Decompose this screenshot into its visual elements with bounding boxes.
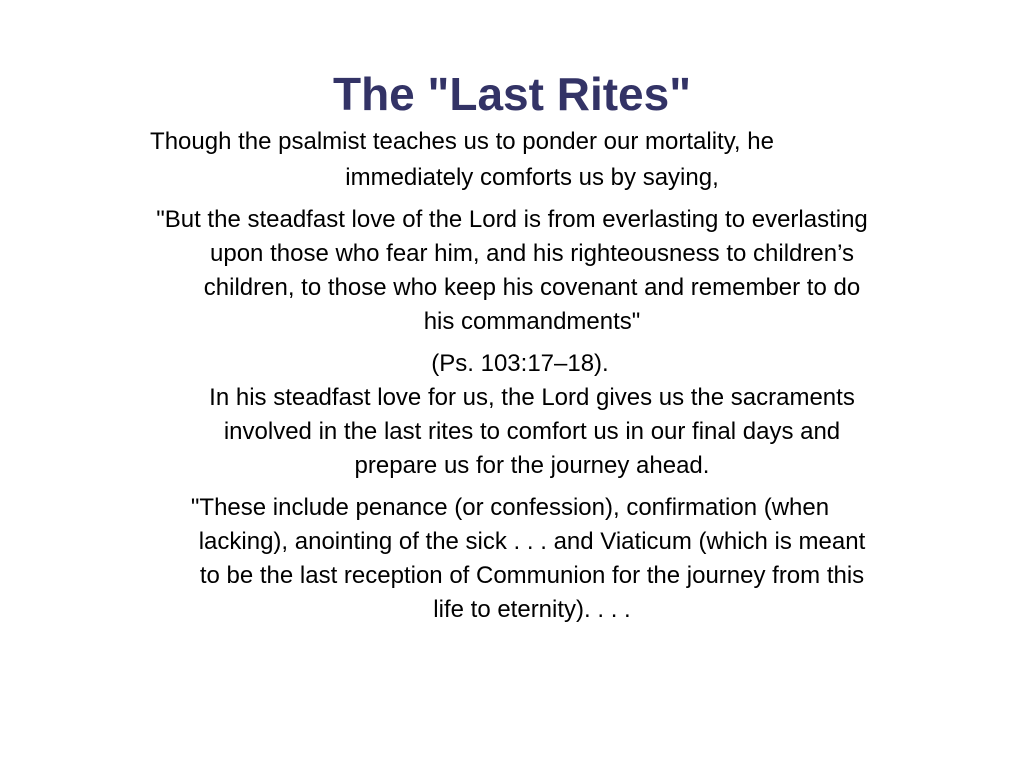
body-line: lacking), anointing of the sick . . . and Viaticum (which is meant <box>198 528 866 555</box>
body-line: (Ps. 103:17–18). <box>431 350 609 377</box>
body-line: prepare us for the journey ahead. <box>354 452 710 479</box>
body-line: "These include penance (or confession), confirmation (when <box>190 494 830 521</box>
body-line: to be the last reception of Communion for the journey from this <box>199 562 865 589</box>
body-line: immediately comforts us by saying, <box>345 164 719 191</box>
body-line: children, to those who keep his covenant and remember to do <box>203 274 861 301</box>
body-line: life to eternity). . . . <box>433 596 631 623</box>
body-line: Though the psalmist teaches us to ponder our mortality, he <box>150 128 774 155</box>
body-line: involved in the last rites to comfort us in our final days and <box>223 418 841 445</box>
body-line: In his steadfast love for us, the Lord gives us the sacraments <box>209 384 855 411</box>
body-line: his commandments" <box>423 308 641 335</box>
slide-title: The "Last Rites" <box>332 68 692 120</box>
body-line: upon those who fear him, and his righteousness to children’s <box>210 240 854 267</box>
body-line: "But the steadfast love of the Lord is from everlasting to everlasting <box>156 206 868 233</box>
